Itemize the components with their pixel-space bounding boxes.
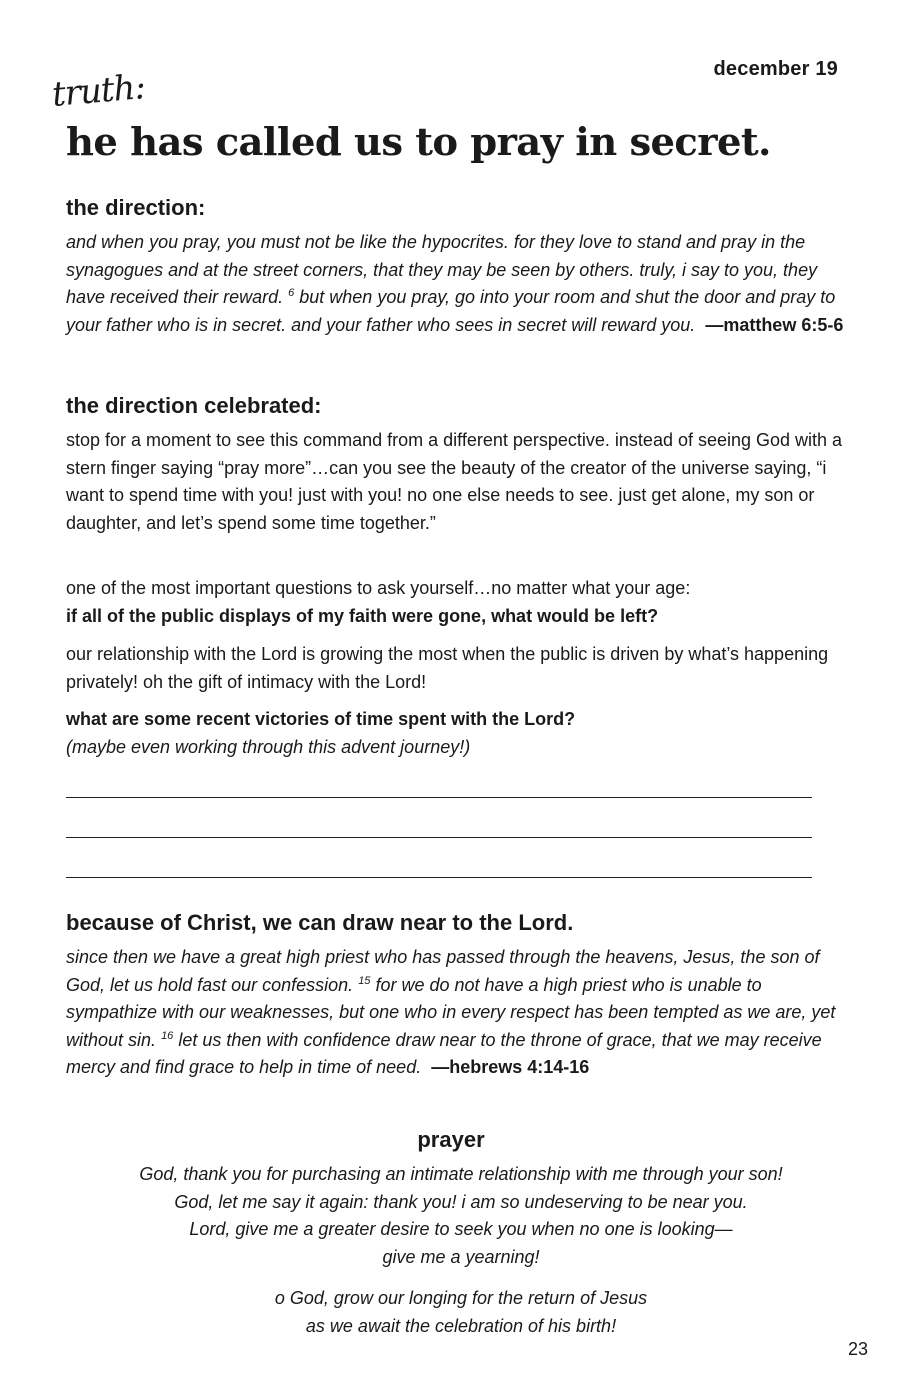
victories-prompt: [66, 706, 856, 761]
prayer-line: as we await the celebration of his birth!: [305, 1315, 617, 1336]
direction-title: the direction:: [66, 195, 206, 220]
celebrated-title: the direction celebrated:: [66, 393, 322, 418]
verse-number: 15: [358, 974, 371, 987]
prayer-line: o God, grow our longing for the return of Jesus: [274, 1288, 648, 1308]
prayer-line: Lord, give me a greater desire to seek you when no one is looking—: [189, 1219, 733, 1240]
direction-verse: [66, 229, 856, 339]
journal-writing-line[interactable]: [66, 877, 812, 878]
scripture-reference: —matthew 6:5-6: [705, 314, 844, 335]
question-intro: [66, 575, 856, 630]
journal-question: what are some recent victories of time spent with the Lord?: [66, 709, 576, 729]
reflection-question: if all of the public displays of my faith were gone, what would be left?: [66, 605, 659, 626]
verse-text: and when you pray, you must not be like the hypocrites. for they love to stand and pray in the synagogues and at the street corners, that they may be seen by others. truly, i say to you, they have received their reward.: [66, 232, 818, 308]
truth-script-label: truth:: [50, 67, 147, 115]
prayer-text: [40, 1161, 882, 1271]
draw-near-title: because of Christ, we can draw near to the Lord.: [66, 910, 574, 935]
celebrated-paragraph: stop for a moment to see this command from a different perspective. instead of seeing God with a stern finger saying “pray more”…can you see the beauty of the creator of the universe saying, “i want to spend time with you! just with you! no one else needs to see. just get alone, my son or daughter, and let’s spend some time together.”: [66, 430, 843, 533]
prayer-title: prayer: [417, 1127, 485, 1152]
verse-number: 6: [288, 287, 295, 300]
journal-writing-line[interactable]: [66, 797, 812, 798]
verse-number: 16: [161, 1029, 174, 1042]
prayer-closing: [40, 1285, 882, 1340]
verse-text: let us then with confidence draw near to the throne of grace, that we may receive mercy and find grace to help in time of need.: [66, 1029, 822, 1078]
prayer-line: give me a yearning!: [382, 1246, 540, 1267]
prayer-line: God, let me say it again: thank you! i am so undeserving to be near you.: [174, 1191, 748, 1212]
hebrews-verse: [66, 944, 856, 1082]
question-intro-text: one of the most important questions to ask yourself…no matter what your age:: [66, 578, 691, 598]
scripture-reference: —hebrews 4:14-16: [431, 1057, 590, 1078]
date-label: december 19: [713, 58, 838, 80]
verse-text: for we do not have a high priest who is unable to sympathize with our weaknesses, but one who in every respect has been tempted as we are, yet without sin.: [66, 974, 836, 1050]
verse-text: since then we have a great high priest who has passed through the heavens, Jesus, the son of God, let us hold fast our confession.: [66, 947, 820, 995]
verse-text: but when you pray, go into your room and shut the door and pray to your father who is in secret. and your father who sees in secret will reward you.: [66, 287, 836, 335]
journal-question-note: (maybe even working through this advent journey!): [66, 736, 471, 757]
relationship-paragraph: our relationship with the Lord is growing the most when the public is driven by what’s happening privately! oh the gift of intimacy with the Lord!: [66, 644, 829, 692]
page-number: 23: [847, 1339, 868, 1359]
journal-writing-line[interactable]: [66, 837, 812, 838]
prayer-line: God, thank you for purchasing an intimate relationship with me through your son!: [139, 1164, 783, 1184]
page-headline: he has called us to pray in secret.: [66, 120, 771, 165]
